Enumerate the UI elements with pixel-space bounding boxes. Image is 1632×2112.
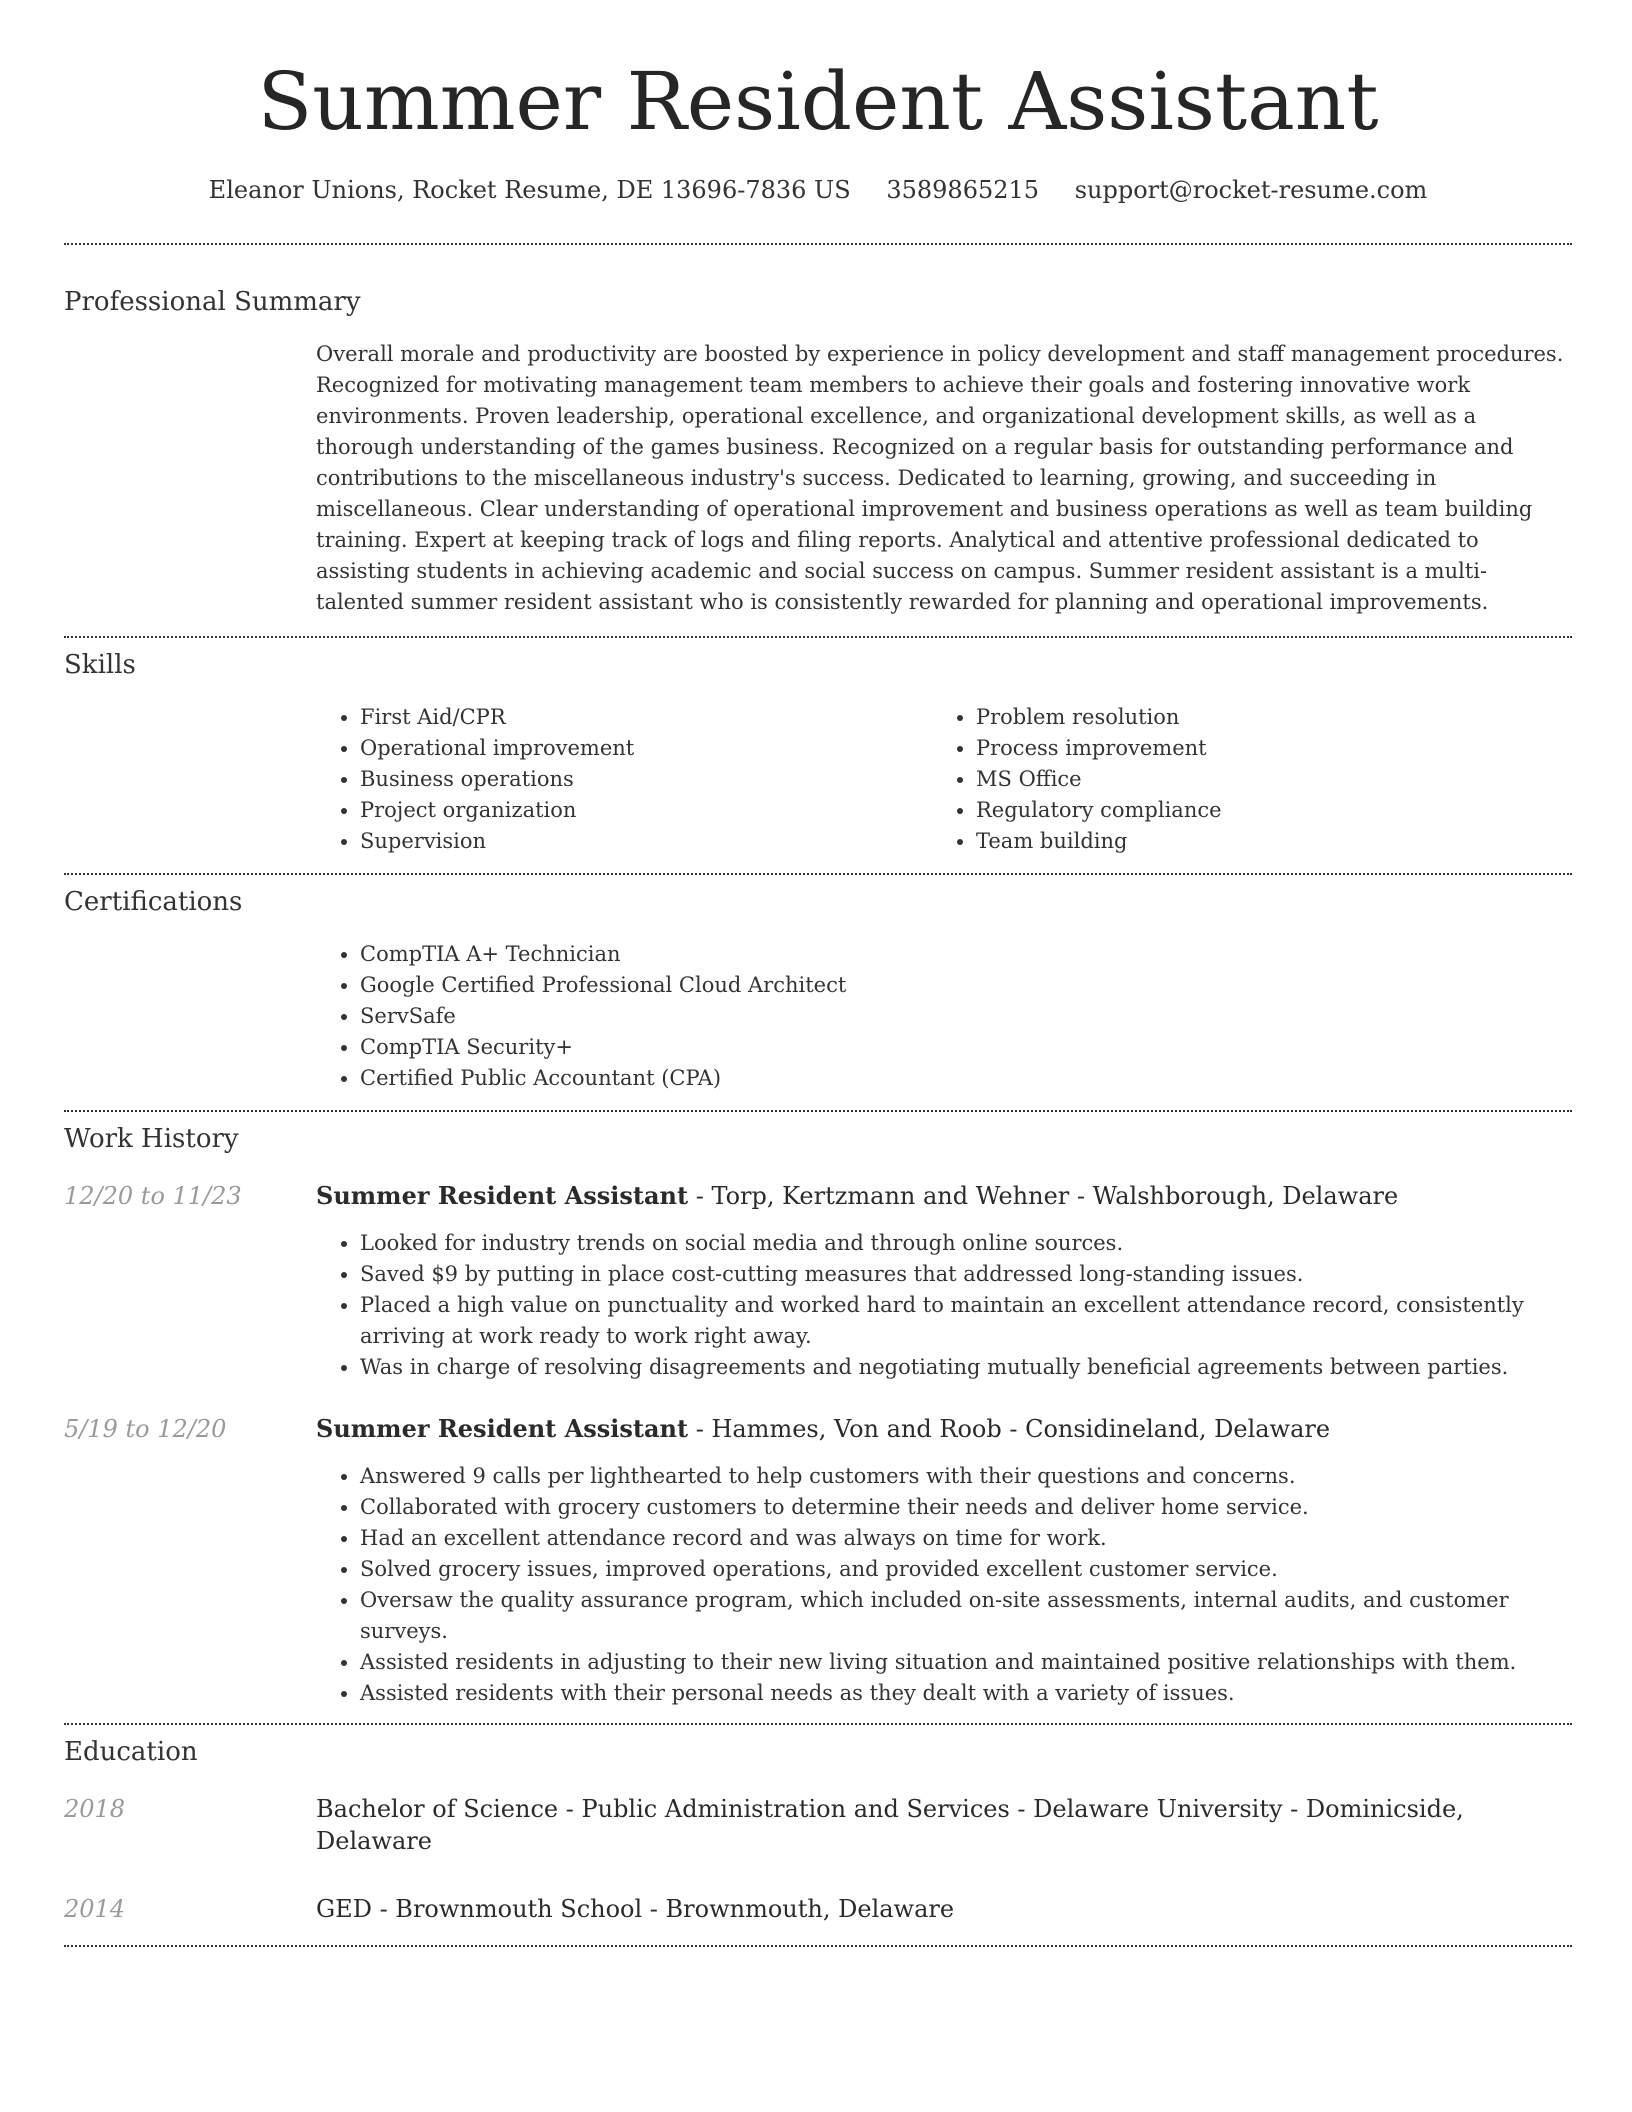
education-year: 2014 [64, 1895, 126, 1923]
divider [64, 1945, 1572, 1947]
job-bullet: • Answered 9 calls per lighthearted to help customers with their questions and concerns. [360, 1461, 1572, 1492]
job-employer: - Hammes, Von and Roob - Considineland, Delaware [688, 1415, 1331, 1443]
job-bullet: • Saved $9 by putting in place cost-cutting measures that addressed long-standing issues. [360, 1259, 1572, 1290]
skill-item: • Regulatory compliance [976, 795, 1548, 826]
job-role: Summer Resident Assistant [316, 1181, 689, 1210]
section-title-skills: Skills [64, 650, 136, 680]
job-bullet: • Solved grocery issues, improved operations, and provided excellent customer service. [360, 1554, 1572, 1585]
certification-item: • CompTIA A+ Technician [360, 939, 1572, 970]
job-bullet: • Collaborated with grocery customers to determine their needs and deliver home service. [360, 1492, 1572, 1523]
job-bullet: • Was in charge of resolving disagreements and negotiating mutually beneficial agreements between parties. [360, 1352, 1572, 1383]
summary-section [64, 285, 1572, 618]
skills-column-left [316, 702, 932, 857]
skill-item: • First Aid/CPR [360, 702, 932, 733]
certification-item: • ServSafe [360, 1001, 1572, 1032]
job-bullet: • Oversaw the quality assurance program, which included on-site assessments, internal audits, and customer surveys. [360, 1585, 1572, 1647]
certification-item: • CompTIA Security+ [360, 1032, 1572, 1063]
job-bullet: • Looked for industry trends on social media and through online sources. [360, 1228, 1572, 1259]
skills-section [64, 648, 1572, 857]
skill-item: • Problem resolution [976, 702, 1548, 733]
job-dates: 12/20 to 11/23 [64, 1182, 242, 1210]
job-bullet: • Placed a high value on punctuality and worked hard to maintain an excellent attendance record, consistently arriving at work ready to work right away. [360, 1290, 1572, 1352]
contact-email: support@rocket-resume.com [1074, 176, 1428, 204]
job-bullet: • Had an excellent attendance record and was always on time for work. [360, 1523, 1572, 1554]
skill-item: • Supervision [360, 826, 932, 857]
certifications-section [64, 885, 1572, 1094]
candidate-name: Summer Resident Assistant [257, 55, 1379, 148]
contact-address: Eleanor Unions, Rocket Resume, DE 13696-7836 US [208, 176, 851, 204]
job-body [316, 1180, 1572, 1383]
skill-item: • Project organization [360, 795, 932, 826]
job-bullet: • Assisted residents in adjusting to their new living situation and maintained positive relationships with them. [360, 1647, 1572, 1678]
job-body [316, 1413, 1572, 1709]
skills-column-right [932, 702, 1548, 857]
divider [64, 1110, 1572, 1112]
job-entry [64, 1413, 1572, 1709]
education-year: 2018 [64, 1795, 126, 1823]
contact-line [64, 174, 1572, 206]
work-history-section [64, 1122, 1572, 1709]
job-role: Summer Resident Assistant [316, 1414, 689, 1443]
education-entry [64, 1893, 1572, 1925]
divider [64, 243, 1572, 245]
section-title-summary: Professional Summary [64, 287, 361, 317]
job-entry [64, 1180, 1572, 1383]
certifications-list [316, 939, 1572, 1094]
certification-item: • Certified Public Accountant (CPA) [360, 1063, 1572, 1094]
education-entry [64, 1793, 1572, 1857]
section-title-certifications: Certifications [64, 887, 243, 917]
contact-phone: 3589865215 [886, 176, 1040, 204]
skill-item: • Process improvement [976, 733, 1548, 764]
skill-item: • Business operations [360, 764, 932, 795]
job-bullet: • Assisted residents with their personal needs as they dealt with a variety of issues. [360, 1678, 1572, 1709]
divider [64, 873, 1572, 875]
education-text: GED - Brownmouth School - Brownmouth, Delaware [316, 1895, 955, 1923]
job-title [316, 1180, 1572, 1212]
divider [64, 1723, 1572, 1725]
resume-page [64, 0, 1572, 1947]
education-text: Bachelor of Science - Public Administration and Services - Delaware University - Dominicside, Delaware [316, 1795, 1464, 1855]
skills-grid [316, 702, 1572, 857]
education-section [64, 1735, 1572, 1925]
divider [64, 636, 1572, 638]
section-title-education: Education [64, 1737, 198, 1767]
skill-item: • Team building [976, 826, 1548, 857]
job-employer: - Torp, Kertzmann and Wehner - Walshborough, Delaware [688, 1182, 1399, 1210]
certification-item: • Google Certified Professional Cloud Architect [360, 970, 1572, 1001]
job-dates: 5/19 to 12/20 [64, 1415, 227, 1443]
job-title [316, 1413, 1572, 1445]
skill-item: • Operational improvement [360, 733, 932, 764]
skill-item: • MS Office [976, 764, 1548, 795]
summary-text: Overall morale and productivity are boosted by experience in policy development and staff management procedures. Recognized for motivating management team members to achieve their goals and fostering innovative work environments. Proven leadership, operational excellence, and organizational development skills, as well as a thorough understanding of the games business. Recognized on a regular basis for outstanding performance and contributions to the miscellaneous industry's success. Dedicated to learning, growing, and succeeding in miscellaneous. Clear understanding of operational improvement and business operations as well as team building training. Expert at keeping track of logs and filing reports. Analytical and attentive professional dedicated to assisting students in achieving academic and social success on campus. Summer resident assistant is a multi-talented summer resident assistant who is consistently rewarded for planning and operational improvements. [316, 342, 1564, 614]
section-title-work-history: Work History [64, 1124, 239, 1154]
